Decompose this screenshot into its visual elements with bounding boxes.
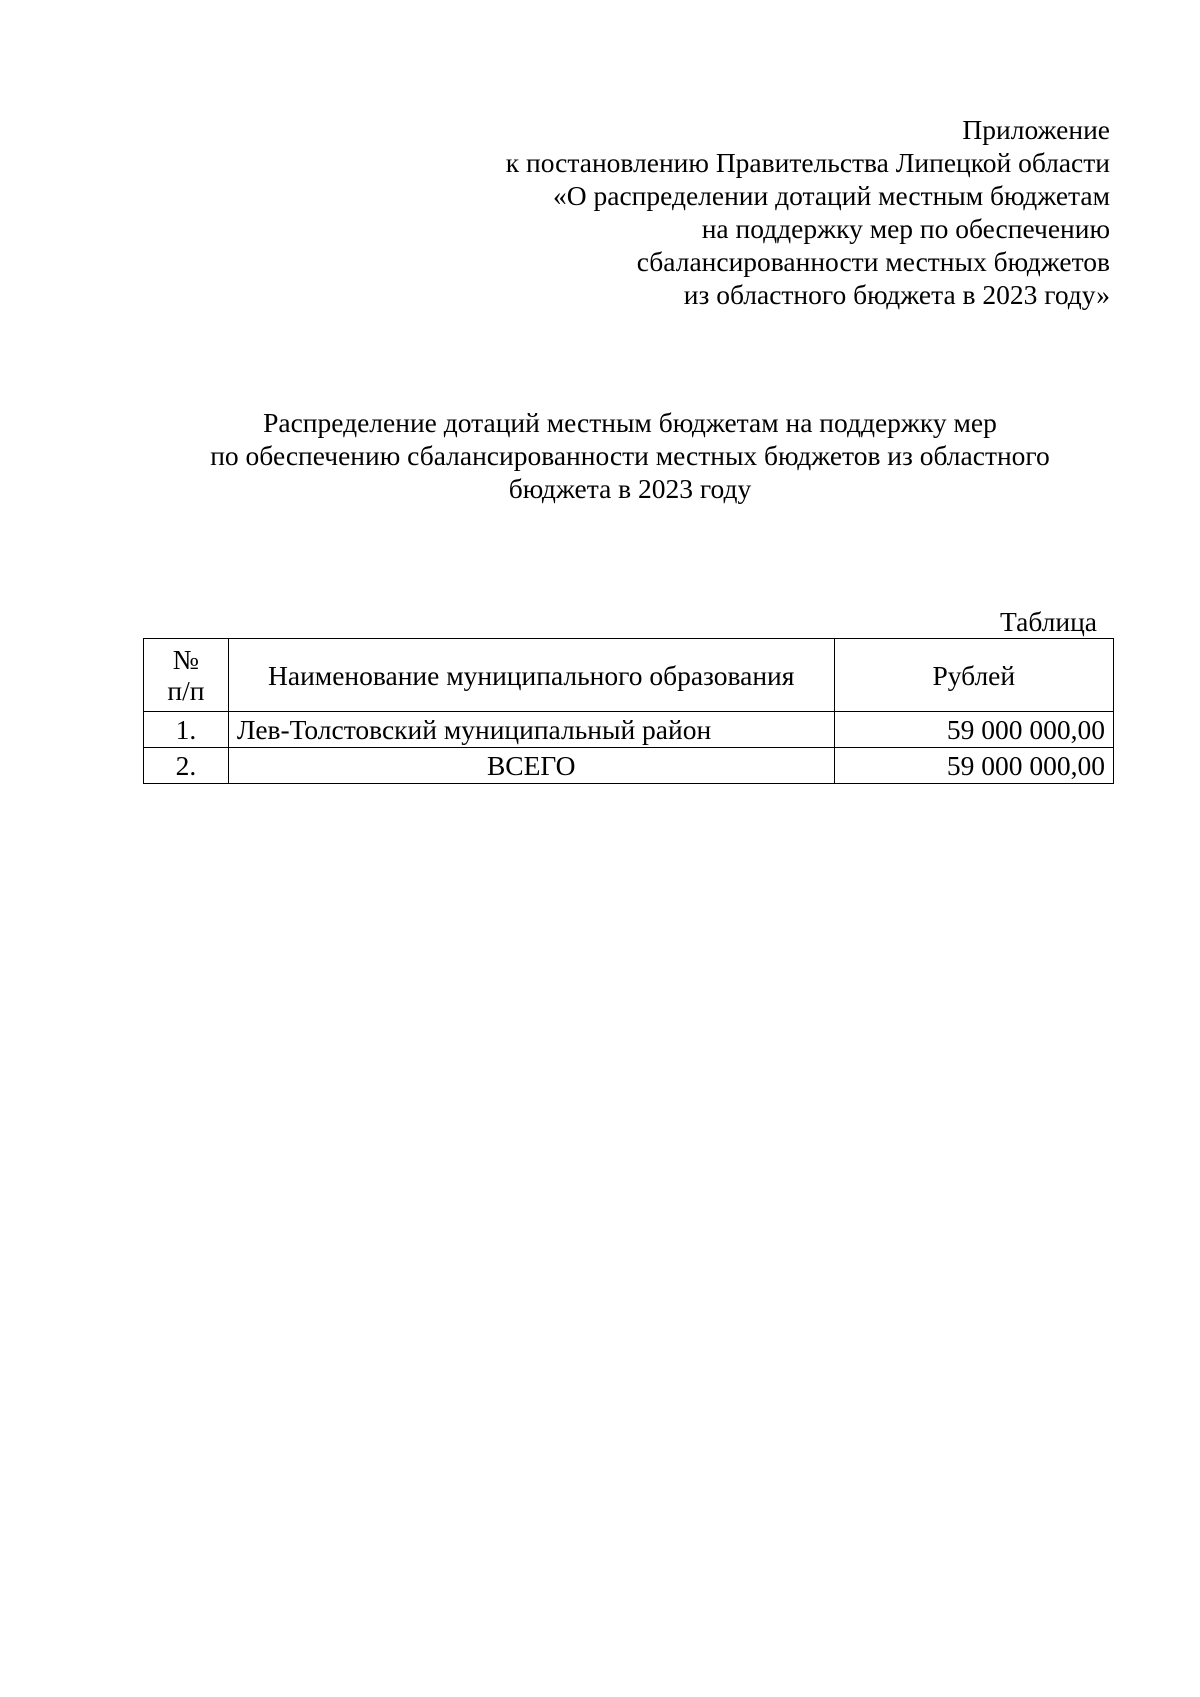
row-total-label: ВСЕГО <box>228 748 834 784</box>
subsidy-distribution-table <box>143 638 1114 784</box>
header-number-symbol: № <box>172 644 200 675</box>
table-header-row <box>144 639 1114 712</box>
header-number-abbr: п/п <box>167 675 205 706</box>
appendix-label: Приложение <box>962 114 1110 145</box>
header-amount: Рублей <box>834 639 1113 712</box>
document-title-line: по обеспечению сбалансированности местных бюджетов из областного <box>210 440 1050 471</box>
appendix-line: «О распределении дотаций местным бюджетам <box>553 180 1110 211</box>
row-number: 1. <box>144 712 229 748</box>
row-number: 2. <box>144 748 229 784</box>
header-number <box>144 639 229 712</box>
header-name: Наименование муниципального образования <box>228 639 834 712</box>
document-title-line: бюджета в 2023 году <box>508 473 752 504</box>
row-amount: 59 000 000,00 <box>834 712 1113 748</box>
appendix-line: сбалансированности местных бюджетов <box>636 246 1110 277</box>
table-row-total <box>144 748 1114 784</box>
appendix-line: к постановлению Правительства Липецкой области <box>505 147 1110 178</box>
appendix-header <box>410 113 1110 311</box>
appendix-line: из областного бюджета в 2023 году» <box>683 279 1110 310</box>
table-row <box>144 712 1114 748</box>
document-title-line: Распределение дотаций местным бюджетам на поддержку мер <box>263 407 997 438</box>
document-title <box>130 406 1130 505</box>
row-municipality: Лев-Толстовский муниципальный район <box>228 712 834 748</box>
row-total-amount: 59 000 000,00 <box>834 748 1113 784</box>
appendix-line: на поддержку мер по обеспечению <box>701 213 1110 244</box>
table-caption: Таблица <box>1000 606 1097 637</box>
